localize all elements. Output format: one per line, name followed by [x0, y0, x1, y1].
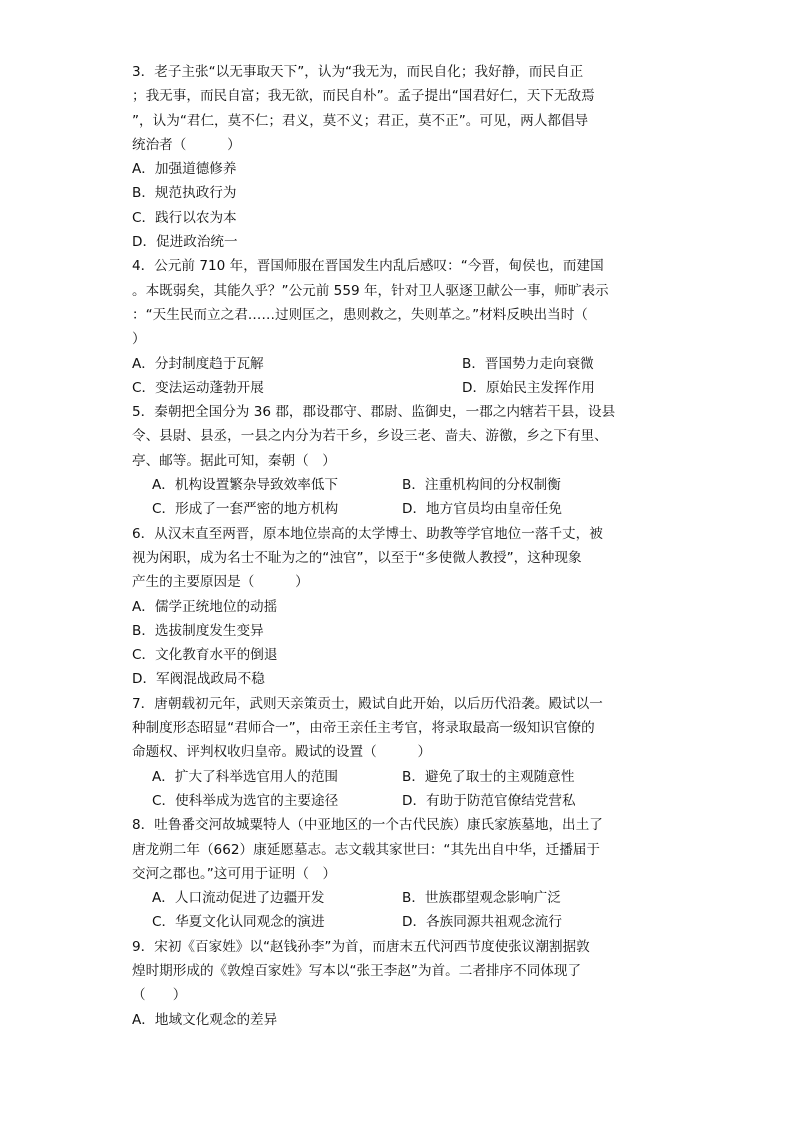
answer-option: B．注重机构间的分权制衡 [402, 477, 561, 494]
question-text-line: （ ） [132, 987, 187, 1004]
answer-option: C．践行以农为本 [132, 209, 237, 226]
answer-option: A．地域文化观念的差异 [132, 1011, 278, 1028]
answer-option: A．儒学正统地位的动摇 [132, 598, 278, 615]
question-text-line: 5．秦朝把全国分为 36 郡，郡设郡守、郡尉、监御史，一郡之内辖若干县，设县 [132, 404, 616, 421]
answer-option: A．人口流动促进了边疆开发 [152, 890, 325, 907]
question-text-line: 命题权、评判权收归皇帝。殿试的设置（ ） [132, 744, 432, 761]
question-text-line: ；我无事，而民自富；我无欲，而民自朴”。孟子提出“国君好仁，天下无敌焉 [132, 88, 595, 105]
answer-option: D．原始民主发挥作用 [462, 379, 595, 396]
question-text-line: 6．从汉末直至两晋，原本地位崇高的太学博士、助教等学官地位一落千丈，被 [132, 525, 603, 542]
question-text-line: 统治者（ ） [132, 136, 241, 153]
question-text-line: 9．宋初《百家姓》以“赵钱孙李”为首，而唐末五代河西节度使张议潮割据敦 [132, 938, 590, 955]
question-text-line: 唐龙朔二年（662）康延愿墓志。志文载其家世曰：“其先出自中华，迁播届于 [132, 841, 600, 858]
answer-option: C．文化教育水平的倒退 [132, 647, 278, 664]
answer-option: B．规范执政行为 [132, 185, 237, 202]
answer-option: B．世族郡望观念影响广泛 [402, 890, 561, 907]
answer-option: A．分封制度趋于瓦解 [132, 355, 264, 372]
answer-option: C．变法运动蓬勃开展 [132, 379, 264, 396]
question-text-line: 视为闲职，成为名士不耻为之的“浊官”，以至于“多使微人教授”，这种现象 [132, 549, 582, 566]
answer-option: A．机构设置繁杂导致效率低下 [152, 477, 339, 494]
answer-option: C．华夏文化认同观念的演进 [152, 914, 325, 931]
answer-option: D．有助于防范官僚结党营私 [402, 792, 576, 809]
question-text-line: 交河之郡也。”这可用于证明（ ） [132, 865, 337, 882]
question-5 [132, 400, 677, 521]
question-text-line: 令、县尉、县丞，一县之内分为若干乡，乡设三老、啬夫、游徼，乡之下有里、 [132, 428, 608, 445]
answer-option-row [132, 473, 677, 497]
answer-option-row [132, 910, 677, 934]
question-7 [132, 692, 677, 813]
question-text-line: 种制度形态昭显“君师合一”，由帝王亲任主考官，将录取最高一级知识官僚的 [132, 720, 595, 737]
answer-option: B．避免了取士的主观随意性 [402, 768, 575, 785]
question-text-line: 亭、邮等。据此可知，秦朝（ ） [132, 452, 336, 469]
answer-option-row [132, 376, 677, 400]
answer-option: C．形成了一套严密的地方机构 [152, 501, 339, 518]
question-text-line: 。本既弱矣，其能久乎？”公元前 559 年，针对卫人驱逐卫献公一事，师旷表示 [132, 282, 609, 299]
question-8 [132, 813, 677, 934]
question-text-line: 产生的主要原因是（ ） [132, 574, 309, 591]
answer-option: D．促进政治统一 [132, 234, 238, 251]
answer-option: A．扩大了科举选官用人的范围 [152, 768, 339, 785]
question-text-line: 8．吐鲁番交河故城粟特人（中亚地区的一个古代民族）康氏家族墓地，出土了 [132, 817, 603, 834]
question-text-line: 4．公元前 710 年，晋国师服在晋国发生内乱后感叹：“今晋，甸侯也，而建国 [132, 258, 604, 275]
answer-option: B．晋国势力走向衰微 [462, 355, 594, 372]
question-4 [132, 254, 677, 400]
question-text-line: 7．唐朝载初元年，武则天亲策贡士，殿试自此开始，以后历代沿袭。殿试以一 [132, 695, 603, 712]
question-text-line: ） [132, 331, 146, 348]
answer-option-row [132, 765, 677, 789]
answer-option: D．地方官员均由皇帝任免 [402, 501, 562, 518]
answer-option-row [132, 789, 677, 813]
exam-page [132, 60, 677, 1032]
question-3 [132, 60, 677, 254]
question-text-line: 煌时期形成的《敦煌百家姓》写本以“张王李赵”为首。二者排序不同体现了 [132, 962, 582, 979]
answer-option-row [132, 886, 677, 910]
answer-option: A．加强道德修养 [132, 161, 237, 178]
answer-option-row [132, 352, 677, 376]
question-text-line: ：“天生民而立之君……过则匡之，患则救之，失则革之。”材料反映出当时（ [132, 306, 588, 323]
answer-option: D．各族同源共祖观念流行 [402, 914, 562, 931]
question-9 [132, 935, 677, 1032]
answer-option: C．使科举成为选官的主要途径 [152, 792, 339, 809]
question-6 [132, 522, 677, 692]
answer-option-row [132, 497, 677, 521]
answer-option: D．军阀混战政局不稳 [132, 671, 265, 688]
question-text-line: ”，认为“君仁，莫不仁；君义，莫不义；君正，莫不正”。可见，两人都倡导 [132, 112, 589, 129]
question-text-line: 3．老子主张“以无事取天下”，认为“我无为，而民自化；我好静，而民自正 [132, 64, 584, 80]
answer-option: B．选拔制度发生变异 [132, 622, 264, 639]
